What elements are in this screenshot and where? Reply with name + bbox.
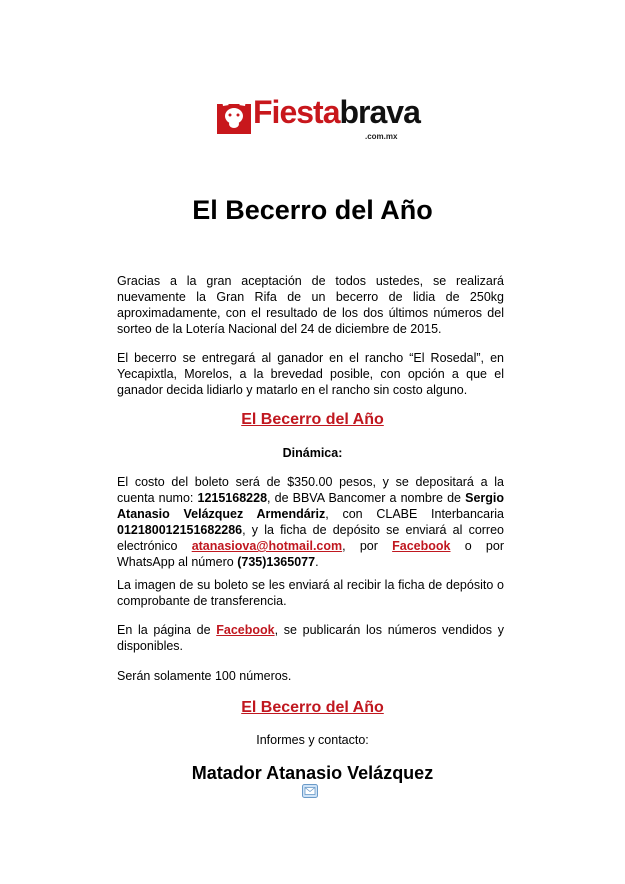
intro-paragraph: Gracias a la gran aceptación de todos ustedes, se realizará nuevamente la Gran Rifa de un becerro de lidia de 250kg aproximadamente, con el resultado de los dos últimos números del sorteo de la Lotería Nacional del 24 de diciembre de 2015. [117, 274, 504, 336]
delivery-paragraph: El becerro se entregará al ganador en el rancho “El Rosedal”, en Yecapixtla, Morelos, a la brevedad posible, con opción a que el ganador decida lidiarlo y matarlo en el rancho sin costo alguno. [117, 351, 504, 397]
account-holder: Sergio Atanasio Velázquez Armendáriz [117, 491, 505, 521]
facebook-page-link[interactable]: Facebook [216, 623, 275, 637]
account-number: 1215168228 [197, 491, 268, 505]
bull-logo-icon [215, 94, 255, 136]
email-link[interactable]: atanasiova@hotmail.com [191, 539, 343, 553]
matador-name: Matador Atanasio Velázquez [191, 763, 434, 783]
contact-label: Informes y contacto: [256, 733, 369, 747]
page-title: El Becerro del Año [192, 195, 433, 225]
numbers-count-paragraph: Serán solamente 100 números. [117, 669, 292, 683]
facebook-link[interactable]: Facebook [392, 539, 451, 553]
logo-domain: .com.mx [365, 132, 398, 141]
payment-paragraph: El costo del boleto será de $350.00 pesos, y se depositará a la cuenta numo: 1215168228, de BBVA Bancomer a nombre de Sergio Atanasio Velázquez Armendáriz, con CLABE Interbancaria 012180012151682286, y la ficha de depósito se enviará al correo electrónico atanasiova@hotmail.com, por Facebook o por WhatsApp al número (735)1365077. [117, 475, 505, 569]
ticket-image-paragraph: La imagen de su boleto se les enviará al recibir la ficha de depósito o comprobante de transferencia. [117, 578, 504, 608]
logo-wordmark: Fiestabrava [253, 94, 420, 130]
dinamica-heading: Dinámica: [282, 446, 343, 460]
clabe-number: 012180012151682286 [117, 523, 243, 537]
section-link-becerro-2[interactable]: El Becerro del Año [241, 699, 384, 716]
facebook-page-paragraph: En la página de Facebook, se publicarán los números vendidos y disponibles. [117, 623, 504, 653]
section-link-becerro[interactable]: El Becerro del Año [241, 411, 384, 428]
email-icon[interactable] [302, 784, 318, 798]
fiestabrava-logo [215, 90, 420, 152]
whatsapp-number: (735)1365077 [237, 555, 316, 569]
